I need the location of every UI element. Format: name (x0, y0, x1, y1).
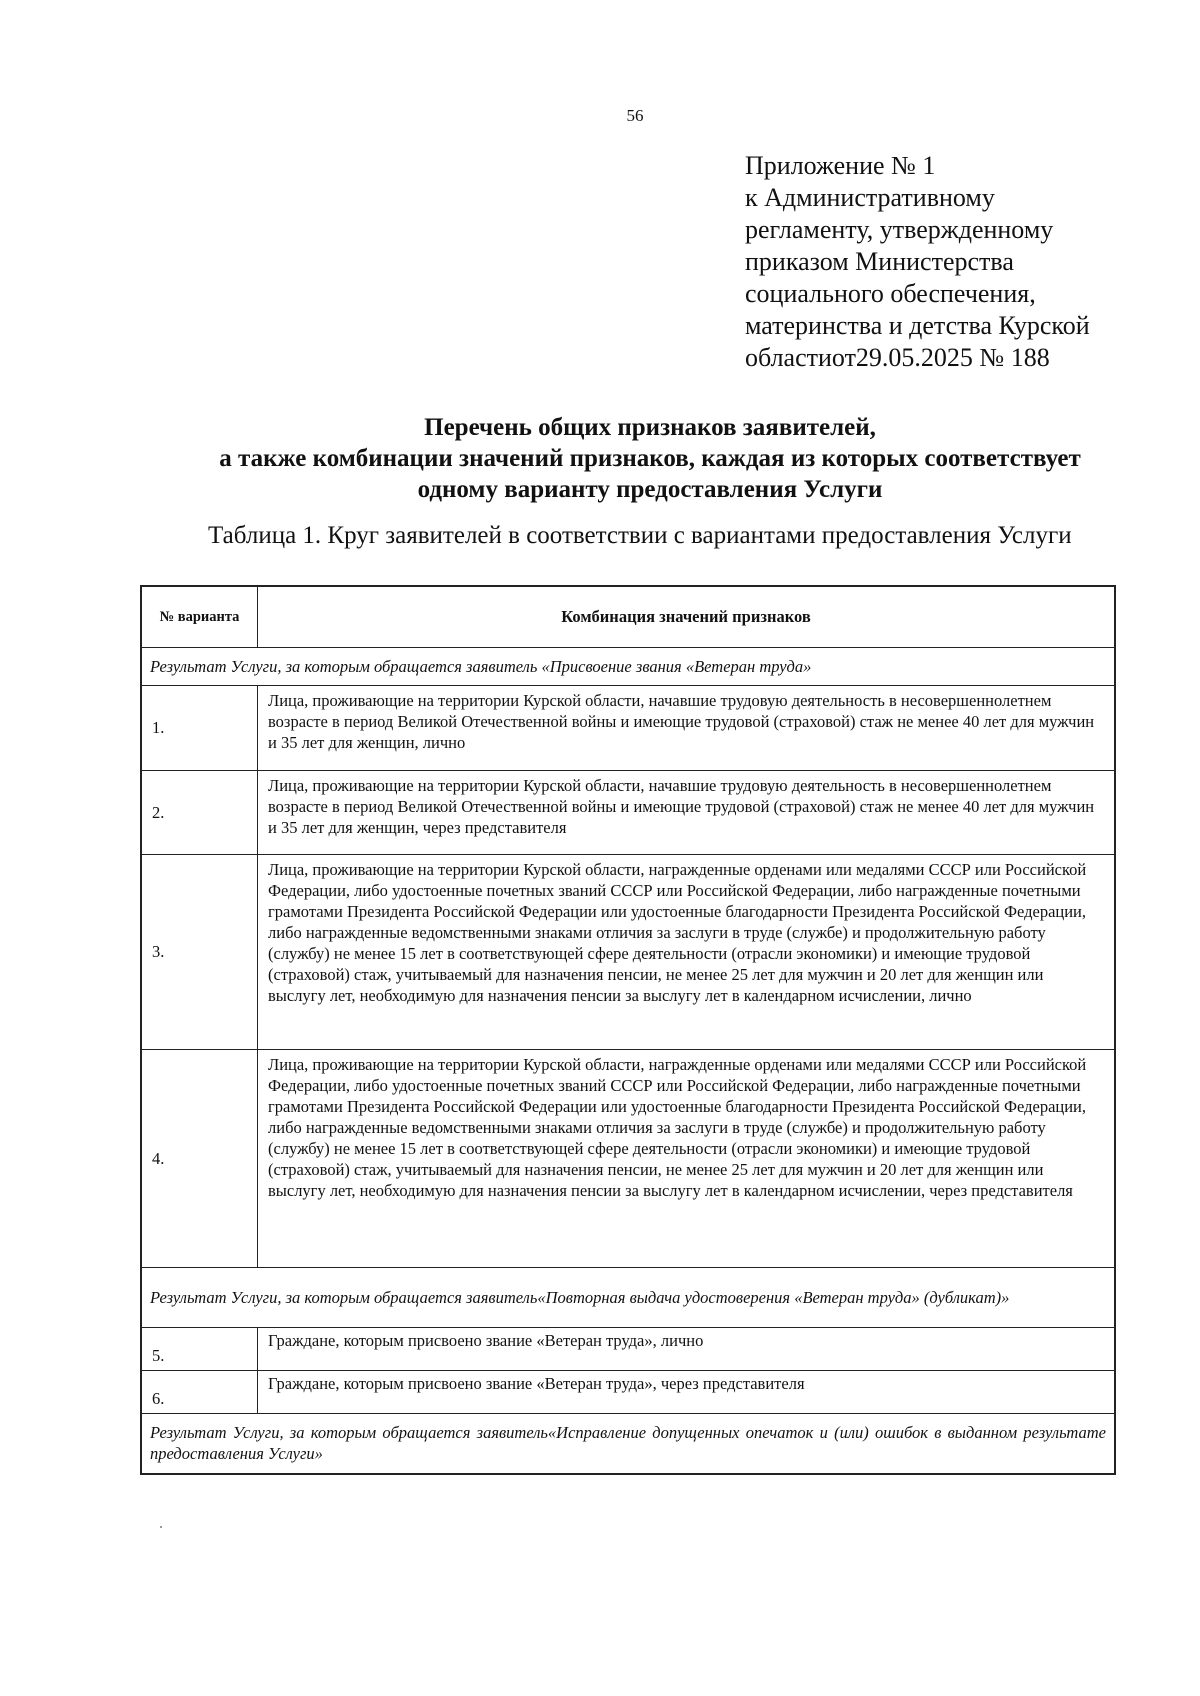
variant-number: 5. (141, 1327, 258, 1370)
variant-number: 4. (141, 1049, 258, 1267)
scan-speck (160, 1526, 162, 1528)
variants-table (140, 585, 1116, 1475)
appendix-line: Приложение № 1 (745, 151, 936, 180)
appendix-line: к Административному (745, 183, 995, 212)
title-line-2: а также комбинации значений признаков, каждая из которых соответствует (219, 445, 1081, 472)
document-title (120, 412, 1180, 505)
variant-number: 6. (141, 1370, 258, 1413)
result-group-2: Результат Услуги, за которым обращается заявитель«Повторная выдача удостоверения «Ветеран труда» (дубликат)» (141, 1267, 1115, 1327)
table-row (141, 1370, 1115, 1413)
appendix-line: материнства и детства Курской (745, 311, 1090, 340)
result-group-1: Результат Услуги, за которым обращается заявитель «Присвоение звания «Ветеран труда» (141, 647, 1115, 685)
table-row (141, 1049, 1115, 1267)
appendix-line: областиот29.05.2025 № 188 (745, 343, 1050, 372)
appendix-line: социального обеспечения, (745, 279, 1036, 308)
header-variant-number: № варианта (141, 586, 258, 647)
variant-number: 2. (141, 770, 258, 854)
variant-number: 1. (141, 685, 258, 770)
appendix-line: регламенту, утвержденному (745, 215, 1054, 244)
title-line-1: Перечень общих признаков заявителей, (424, 414, 876, 441)
page-number: 56 (626, 106, 644, 125)
table-header-row (141, 586, 1115, 647)
header-combination: Комбинация значений признаков (258, 586, 1116, 647)
result-row (141, 647, 1115, 685)
table-row (141, 770, 1115, 854)
table-row (141, 854, 1115, 1049)
result-row (141, 1413, 1115, 1474)
table-row (141, 1327, 1115, 1370)
variant-text: Лица, проживающие на территории Курской области, награжденные орденами или медалями СССР или Российской Федерации, либо удостоенные почетных званий СССР или Российской Федерации, либо награжденные почетными грамотами Президента Российской Федерации или удостоенные благодарности Президента Российской Федерации, либо награжденные ведомственными знаками отличия за заслуги в труде (службе) и продолжительную работу (службу) не менее 15 лет в соответствующей сфере деятельности (отрасли экономики) и имеющие трудовой (страховой) стаж, учитываемый для назначения пенсии, не менее 25 лет для мужчин и 20 лет для женщин или выслугу лет, необходимую для назначения пенсии за выслугу лет в календарном исчислении, лично (258, 854, 1116, 1049)
variant-text: Лица, проживающие на территории Курской области, начавшие трудовую деятельность в несовершеннолетнем возрасте в период Великой Отечественной войны и имеющие трудовой (страховой) стаж не менее 40 лет для мужчин и 35 лет для женщин, лично (258, 685, 1116, 770)
variant-text: Граждане, которым присвоено звание «Ветеран труда», через представителя (258, 1370, 1116, 1413)
appendix-block (745, 150, 1090, 374)
title-line-3: одному варианту предоставления Услуги (417, 476, 883, 503)
variant-text: Лица, проживающие на территории Курской области, начавшие трудовую деятельность в несовершеннолетнем возрасте в период Великой Отечественной войны и имеющие трудовой (страховой) стаж не менее 40 лет для мужчин и 35 лет для женщин, через представителя (258, 770, 1116, 854)
variant-text: Лица, проживающие на территории Курской области, награжденные орденами или медалями СССР или Российской Федерации, либо удостоенные почетных званий СССР или Российской Федерации, либо награжденные почетными грамотами Президента Российской Федерации или удостоенные благодарности Президента Российской Федерации, либо награжденные ведомственными знаками отличия за заслуги в труде (службе) и продолжительную работу (службу) не менее 15 лет в соответствующей сфере деятельности (отрасли экономики) и имеющие трудовой (страховой) стаж, учитываемый для назначения пенсии, не менее 25 лет для мужчин и 20 лет для женщин или выслугу лет, необходимую для назначения пенсии за выслугу лет в календарном исчислении, через представителя (258, 1049, 1116, 1267)
appendix-line: приказом Министерства (745, 247, 1014, 276)
result-group-3: Результат Услуги, за которым обращается заявитель«Исправление допущенных опечаток и (или) ошибок в выданном результате предоставления Услуги» (141, 1413, 1115, 1474)
table-row (141, 685, 1115, 770)
result-row (141, 1267, 1115, 1327)
table-caption: Таблица 1. Круг заявителей в соответствии с вариантами предоставления Услуги (208, 522, 1072, 549)
variant-text: Граждане, которым присвоено звание «Ветеран труда», лично (258, 1327, 1116, 1370)
variant-number: 3. (141, 854, 258, 1049)
